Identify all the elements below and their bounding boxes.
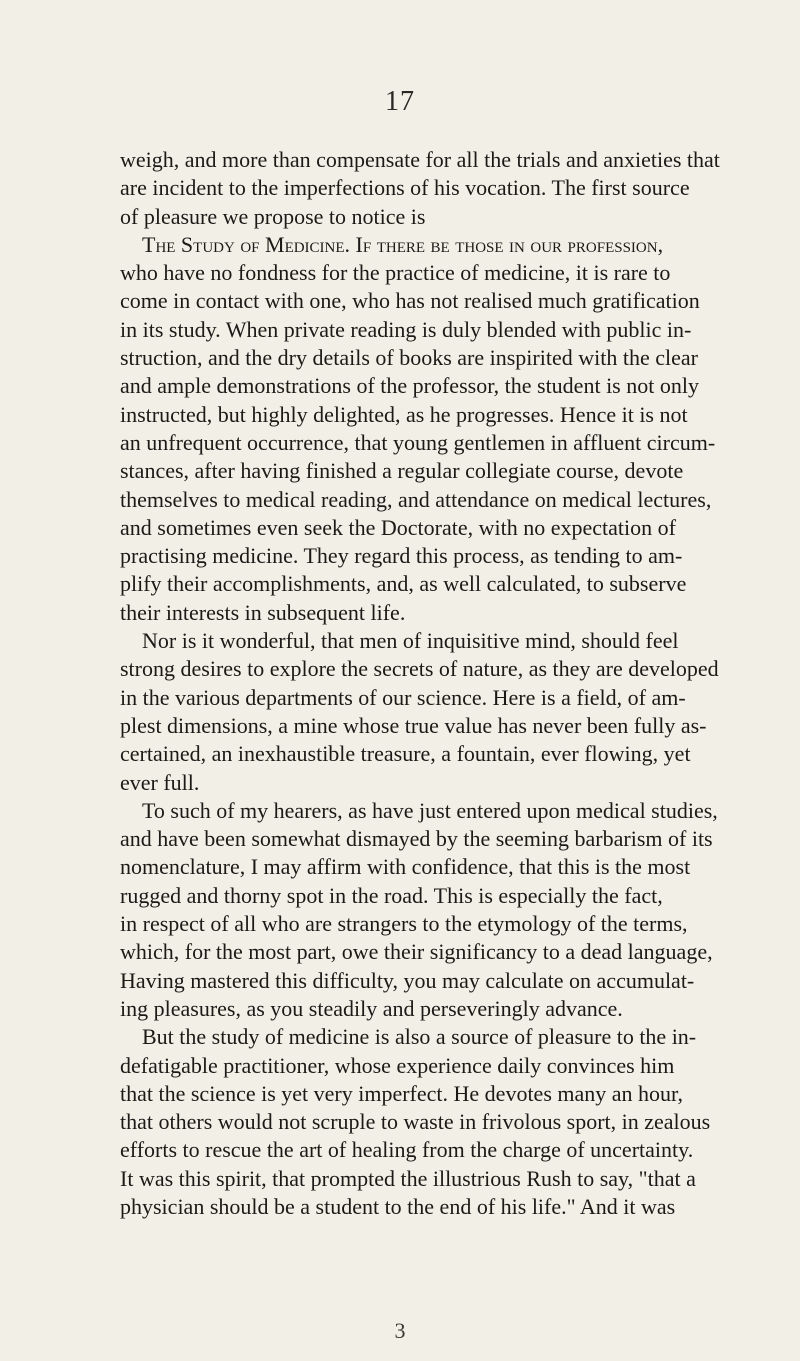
text-line: physician should be a student to the end of his life." And it was: [120, 1193, 676, 1219]
body-text: [120, 146, 720, 1221]
text-line: rugged and thorny spot in the road. This is especially the fact,: [120, 882, 663, 908]
text-line: plify their accomplishments, and, as well calculated, to subserve: [120, 571, 687, 597]
text-line: struction, and the dry details of books are inspirited with the clear: [120, 345, 698, 371]
text-line: It was this spirit, that prompted the illustrious Rush to say, "that a: [120, 1165, 696, 1191]
text-line: plest dimensions, a mine whose true value has never been fully as-: [120, 712, 707, 738]
text-line: weigh, and more than compensate for all the trials and anxieties that: [120, 147, 720, 172]
text-line: who have no fondness for the practice of medicine, it is rare to: [120, 260, 671, 286]
text-line: efforts to rescue the art of healing from the charge of uncertainty.: [120, 1137, 694, 1163]
text-line: that the science is yet very imperfect. He devotes many an hour,: [120, 1080, 683, 1106]
page-number: 17: [385, 86, 415, 117]
text-line: stances, after having finished a regular collegiate course, devote: [120, 458, 684, 484]
text-line: and have been somewhat dismayed by the seeming barbarism of its: [120, 826, 713, 852]
text-line: in the various departments of our science. Here is a field, of am-: [120, 684, 686, 710]
text-line: are incident to the imperfections of his vocation. The first source: [120, 175, 690, 201]
text-line: ever full.: [120, 769, 200, 795]
text-line: and ample demonstrations of the professor, the student is not only: [120, 373, 699, 399]
text-line: instructed, but highly delighted, as he progresses. Hence it is not: [120, 401, 688, 427]
text-line: ing pleasures, as you steadily and perseveringly advance.: [120, 995, 623, 1021]
text-line: in respect of all who are strangers to the etymology of the terms,: [120, 911, 688, 937]
text-line: themselves to medical reading, and attendance on medical lectures,: [120, 486, 712, 512]
text-line: come in contact with one, who has not realised much gratification: [120, 288, 700, 314]
text-line: nomenclature, I may affirm with confidence, that this is the most: [120, 854, 691, 880]
text-line: strong desires to explore the secrets of nature, as they are developed: [120, 656, 719, 682]
text-line: in its study. When private reading is duly blended with public in-: [120, 316, 692, 342]
text-line: an unfrequent occurrence, that young gentlemen in affluent circum-: [120, 429, 716, 455]
section-heading-line: The Study of Medicine. If there be those in our profession,: [142, 231, 664, 257]
text-line: their interests in subsequent life.: [120, 599, 406, 625]
paragraph-start-line: Nor is it wonderful, that men of inquisitive mind, should feel: [142, 628, 679, 654]
text-line: which, for the most part, owe their significancy to a dead language,: [120, 939, 713, 965]
text-line: that others would not scruple to waste in frivolous sport, in zealous: [120, 1109, 711, 1135]
paragraph-start-line: To such of my hearers, as have just entered upon medical studies,: [142, 797, 718, 823]
text-line: practising medicine. They regard this process, as tending to am-: [120, 543, 683, 569]
text-line: Having mastered this difficulty, you may calculate on accumulat-: [120, 967, 695, 993]
text-line: of pleasure we propose to notice is: [120, 203, 426, 229]
text-line: and sometimes even seek the Doctorate, with no expectation of: [120, 514, 676, 540]
printer-signature-mark: 3: [394, 1318, 406, 1343]
text-line: defatigable practitioner, whose experience daily convinces him: [120, 1052, 675, 1078]
text-line: certained, an inexhaustible treasure, a fountain, ever flowing, yet: [120, 741, 691, 767]
paragraph-start-line: But the study of medicine is also a source of pleasure to the in-: [142, 1024, 697, 1050]
